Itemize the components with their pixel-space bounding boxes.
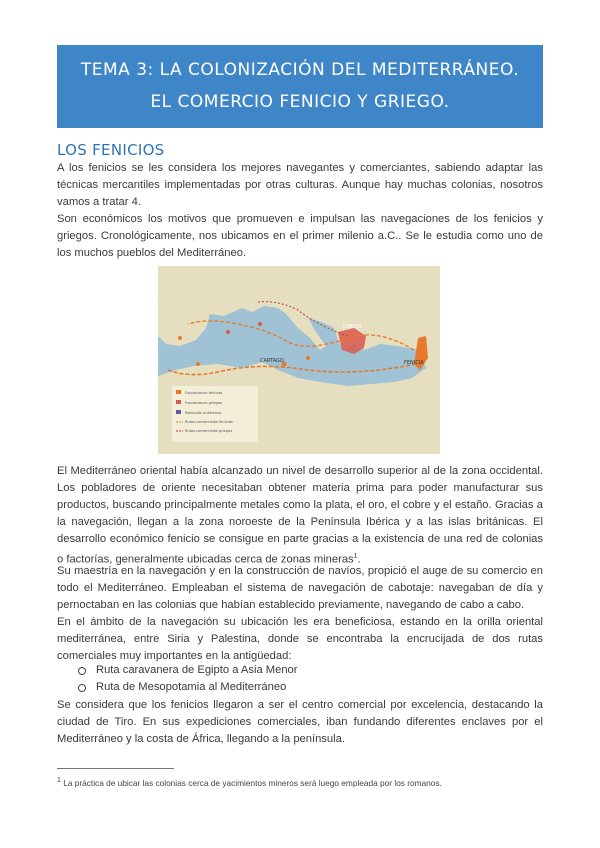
- legend-item: Población autóctona: [185, 411, 222, 415]
- legend-swatch: [176, 390, 181, 394]
- colony-dot: [258, 322, 262, 326]
- bullet-icon: [78, 684, 86, 692]
- footnote-text: La práctica de ubicar las colonias cerca de yacimientos mineros será luego empleada por los romanos.: [63, 777, 442, 788]
- paragraph-3: El Mediterráneo oriental había alcanzado un nivel de desarrollo superior al de la zona occidental. Los pobladores de oriente necesitaban obtener materia prima para poder manufacturar sus productos, buscando principalmente metales como la plata, el oro, el cobre y el estaño. Gracias a la navegación, llegan a la zona noroeste de la Península Ibérica y a las islas británicas. El desarrollo económico fenicio se consigue en parte gracias a la existencia de una red de colonias o factorías, generalmente ubicadas cerca de zonas mineras$^1$.: [57, 465, 543, 566]
- colony-dot: [178, 336, 182, 340]
- paragraph-1: A los fenicios se les considera los mejores navegantes y comerciantes, sabiendo adaptar las técnicas mercantiles implementadas por otras culturas. Aunque hay muchas colonias, nosotros vamos a tratar 4.: [57, 162, 543, 208]
- legend-item: Rutas comerciales griegas: [185, 429, 233, 433]
- map-label-cartago: CARTAGO: [260, 358, 284, 364]
- bullet-icon: [78, 667, 86, 675]
- colony-dot: [226, 330, 230, 334]
- map-label-grecia: GRECIA: [343, 324, 362, 330]
- map-label-fenicia: FENICIA: [404, 360, 424, 366]
- section-title: LOS FENICIOS: [57, 141, 165, 159]
- footnote-ref[interactable]: 1: [353, 553, 358, 560]
- colony-dot: [196, 362, 200, 366]
- legend-swatch: [176, 410, 181, 414]
- paragraph-2: Son económicos los motivos que promueven e impulsan las navegaciones de los fenicios y griegos. Cronológicamente, nos ubicamos en el primer milenio a.C.. Se le estudia como uno de los muchos pueblos del Mediterráneo.: [57, 213, 543, 259]
- paragraph-6: Se considera que los fenicios llegaron a ser el centro comercial por excelencia, destacando la ciudad de Tiro. En sus expediciones comerciales, iban fundando diferentes enclaves por el Mediterráneo y la costa de África, llegando a la península.: [57, 699, 543, 745]
- mediterranean-map: [158, 266, 440, 454]
- route-2: Ruta de Mesopotamia al Mediterráneo: [96, 681, 287, 693]
- paragraph-4: Su maestría en la navegación y en la construcción de navíos, propició el auge de su comercio en todo el Mediterráneo. Empleaban el sistema de navegación de cabotaje: navegaban de día y pernoctaban en las colonias que habían establecido previamente, navegando de cabo a cabo.: [57, 565, 543, 611]
- list-item: [78, 679, 298, 696]
- title-line-1: TEMA 3: LA COLONIZACIÓN DEL MEDITERRÁNEO.: [80, 60, 520, 80]
- footnote-mark: 1: [57, 777, 61, 784]
- legend-item: Rutas comerciales fenicias: [185, 420, 233, 424]
- paragraph-5: En el ámbito de la navegación su ubicación les era beneficiosa, estando en la orilla oriental mediterránea, entre Siria y Palestina, donde se encontraba la encrucijada de dos rutas comerciales muy importantes en la antigüedad:: [57, 616, 543, 662]
- colony-dot: [306, 356, 310, 360]
- paragraph-3-text: El Mediterráneo oriental había alcanzado un nivel de desarrollo superior al de la zona occidental. Los pobladores de oriente necesitaban obtener materia prima para poder manufacturar sus productos, buscando principalmente metales como la plata, el oro, el cobre y el estaño. Gracias a la navegación, llegan a la zona noroeste de la Península Ibérica y a las islas británicas. El desarrollo económico fenicio se consigue en parte gracias a la existencia de una red de colonias o factorías, generalmente ubicadas cerca de zonas mineras: [57, 465, 543, 566]
- legend-swatch: [176, 400, 181, 404]
- list-item: [78, 662, 298, 679]
- title-banner: [57, 45, 543, 128]
- footnote-divider: [57, 768, 174, 769]
- map-graphic: [158, 266, 440, 454]
- route-1: Ruta caravanera de Egipto a Asia Menor: [96, 664, 298, 676]
- routes-list: [78, 662, 298, 696]
- title-line-2: EL COMERCIO FENICIO Y GRIEGO.: [150, 92, 450, 112]
- legend-item: Fundaciones fenicias: [185, 391, 223, 395]
- legend-item: Fundaciones griegas: [185, 401, 222, 405]
- footnote: [57, 777, 442, 788]
